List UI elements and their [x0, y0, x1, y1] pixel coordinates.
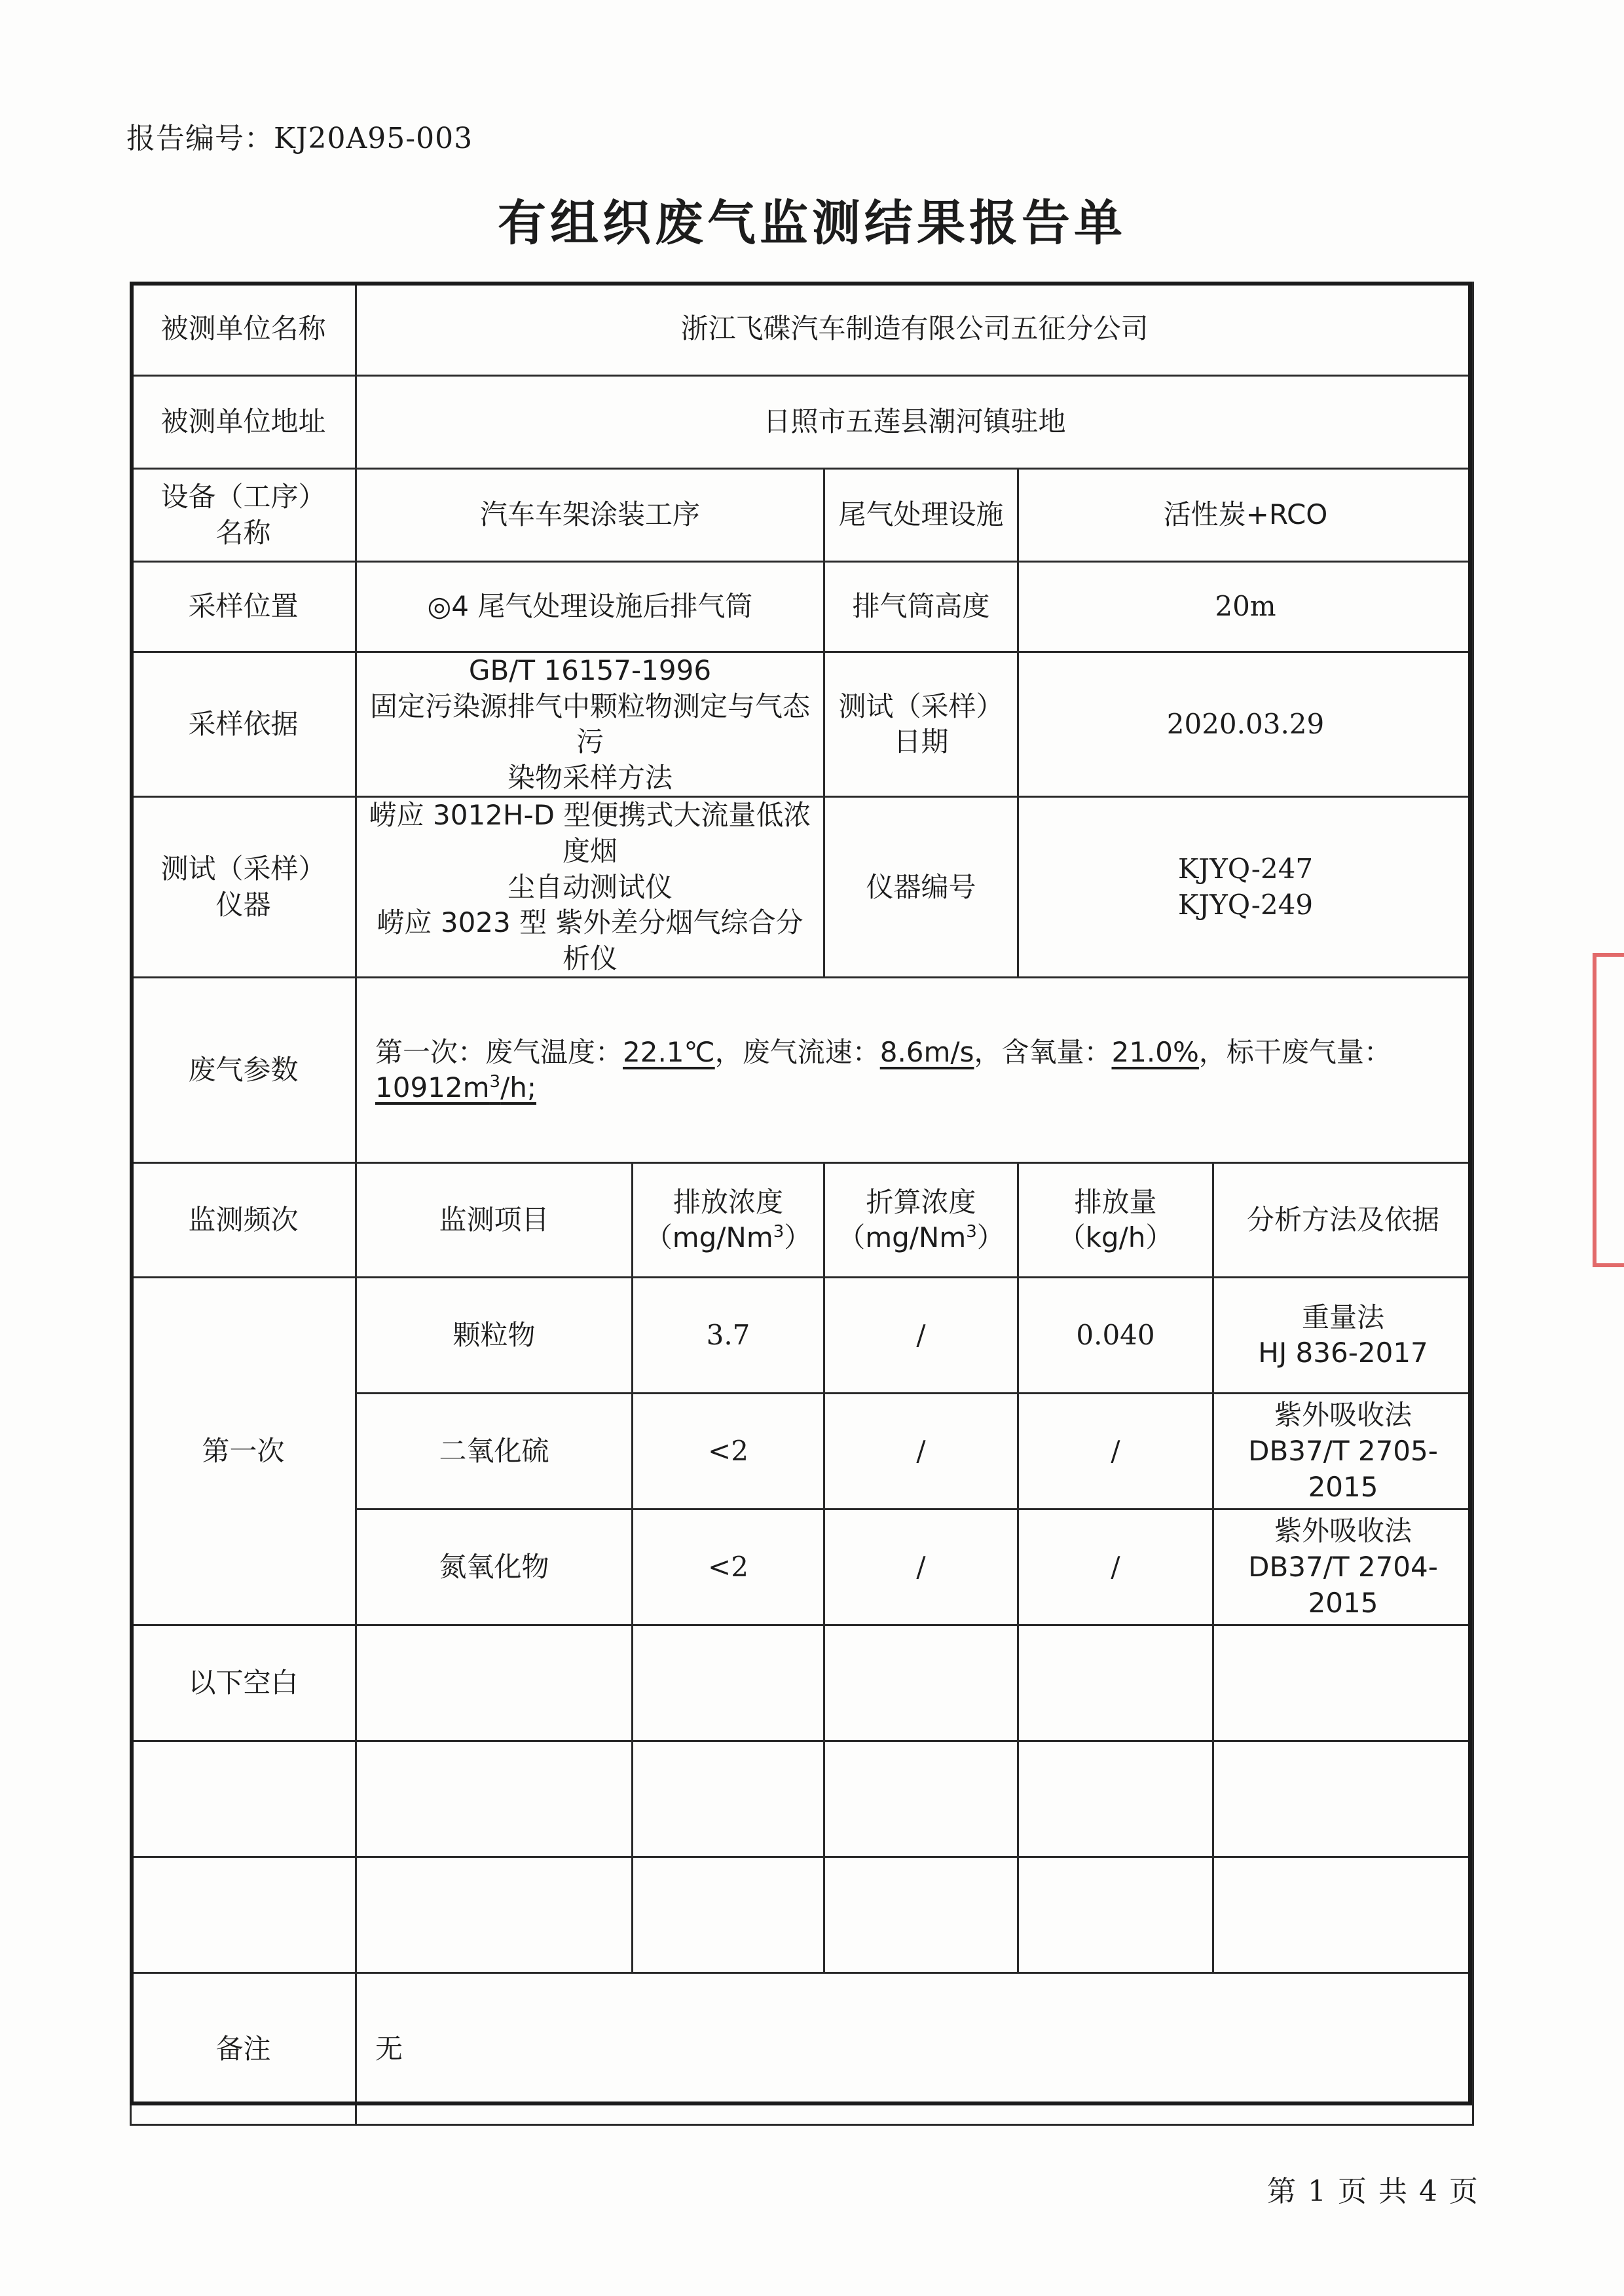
row-rate: 0.040: [1018, 1278, 1213, 1394]
row-converted: /: [824, 1394, 1018, 1509]
sampling-position-value: ◎4 尾气处理设施后排气筒: [356, 562, 824, 652]
stack-height-label: 排气筒高度: [824, 562, 1018, 652]
gas-flow-unit: /h;: [500, 1071, 536, 1104]
row-method-line2: HJ 836-2017: [1258, 1337, 1428, 1369]
header-emission-rate-line2: （kg/h）: [1058, 1221, 1173, 1254]
header-converted-conc-line2: （mg/Nm$^3$）: [838, 1221, 1005, 1254]
sampling-basis-line3: 染物采样方法: [507, 761, 673, 794]
row-emission: <2: [633, 1509, 824, 1625]
gas-params-sep3: ，标干废气量：: [1198, 1035, 1392, 1068]
row-item: 二氧化硫: [356, 1394, 633, 1509]
gas-oxygen: 21.0%: [1111, 1035, 1199, 1068]
row-emission: 3.7: [633, 1278, 824, 1394]
row-item: 颗粒物: [356, 1278, 633, 1394]
row-emission: <2: [633, 1394, 824, 1509]
row-method-line2: DB37/T 2705-2015: [1248, 1435, 1438, 1503]
sampling-basis-line2: 固定污染源排气中颗粒物测定与气态污: [369, 690, 810, 758]
gas-params-sep2: ，含氧量：: [974, 1035, 1112, 1068]
instrument-line2: 尘自动测试仪: [507, 870, 673, 903]
test-date-label-line1: 测试（采样）: [838, 690, 1004, 722]
test-date-label-line2: 日期: [893, 726, 949, 758]
header-emission-conc-line2: （mg/Nm$^3$）: [644, 1221, 812, 1254]
table-outer-border: [130, 282, 1472, 2105]
remark-value: 无: [356, 1973, 1473, 2125]
header-item: 监测项目: [356, 1163, 633, 1278]
unit-address-value: 日照市五莲县潮河镇驻地: [356, 376, 1473, 469]
treatment-value: 活性炭+RCO: [1018, 469, 1473, 562]
equipment-label-line2: 名称: [215, 516, 271, 549]
header-emission-rate-line1: 排放量: [1074, 1185, 1157, 1218]
instrument-label-line1: 测试（采样）: [160, 853, 326, 885]
gas-flow-exponent: 3: [489, 1072, 501, 1092]
instrument-label-line2: 仪器: [215, 888, 271, 921]
frequency-value: 第一次: [131, 1278, 356, 1625]
row-rate: /: [1018, 1509, 1213, 1625]
equipment-value: 汽车车架涂装工序: [356, 469, 824, 562]
page-footer: 第 1 页 共 4 页: [1267, 2175, 1479, 2208]
unit-name-label: 被测单位名称: [131, 283, 356, 376]
instrument-line3: 崂应 3023 型 紫外差分烟气综合分析仪: [377, 906, 803, 974]
blank-label: 以下空白: [131, 1625, 356, 1741]
seal-stamp-edge: [1593, 953, 1624, 1267]
gas-params-sep1: ，废气流速：: [714, 1035, 880, 1068]
equipment-label-line1: 设备（工序）: [160, 480, 326, 513]
gas-flow-number: 10912m: [375, 1071, 490, 1104]
gas-velocity: 8.6m/s: [879, 1035, 974, 1068]
remark-label: 备注: [131, 1973, 356, 2125]
gas-params-prefix: 第一次：废气温度：: [375, 1035, 623, 1068]
row-method-line1: 紫外吸收法: [1274, 1515, 1412, 1547]
row-item: 氮氧化物: [356, 1509, 633, 1625]
sampling-basis-line1: GB/T 16157-1996: [468, 654, 712, 686]
report-number: 报告编号：KJ20A95-003: [126, 122, 473, 155]
test-date-value: 2020.03.29: [1018, 652, 1473, 797]
gas-params-label: 废气参数: [131, 978, 356, 1163]
instrument-no-2: KJYQ-249: [1177, 888, 1314, 921]
row-method-line2: DB37/T 2704-2015: [1248, 1551, 1438, 1619]
row-method-line1: 重量法: [1302, 1301, 1385, 1333]
sampling-basis-label: 采样依据: [131, 652, 356, 797]
row-rate: /: [1018, 1394, 1213, 1509]
header-converted-conc-line1: 折算浓度: [866, 1185, 976, 1218]
header-emission-conc-line1: 排放浓度: [673, 1185, 783, 1218]
sampling-position-label: 采样位置: [131, 562, 356, 652]
instrument-no-1: KJYQ-247: [1177, 853, 1314, 885]
treatment-label: 尾气处理设施: [824, 469, 1018, 562]
unit-name-value: 浙江飞碟汽车制造有限公司五征分公司: [356, 283, 1473, 376]
row-converted: /: [824, 1278, 1018, 1394]
row-method-line1: 紫外吸收法: [1274, 1399, 1412, 1432]
gas-temperature: 22.1℃: [623, 1035, 715, 1068]
instrument-line1: 崂应 3012H-D 型便携式大流量低浓度烟: [369, 799, 811, 867]
report-title: 有组织废气监测结果报告单: [498, 195, 1126, 251]
header-method: 分析方法及依据: [1213, 1163, 1473, 1278]
row-converted: /: [824, 1509, 1018, 1625]
unit-address-label: 被测单位地址: [131, 376, 356, 469]
instrument-no-label: 仪器编号: [824, 797, 1018, 978]
header-frequency: 监测频次: [131, 1163, 356, 1278]
stack-height-value: 20m: [1018, 562, 1473, 652]
